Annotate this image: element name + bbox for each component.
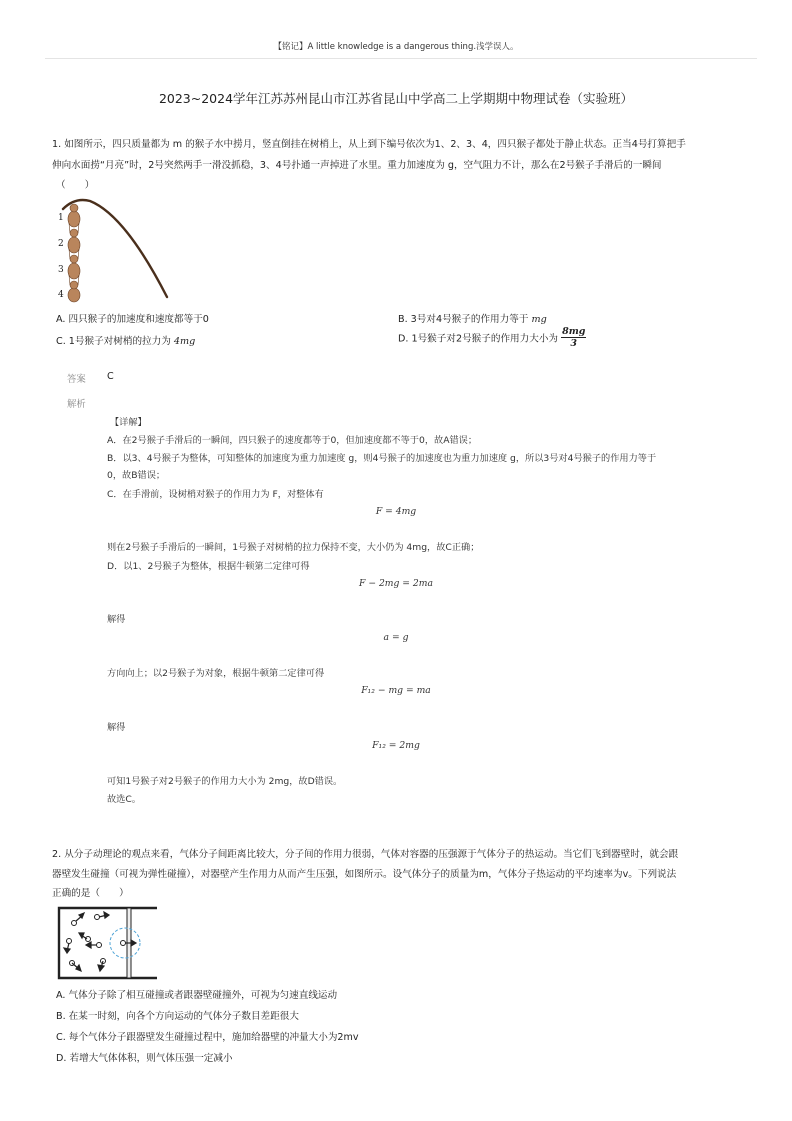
solution-conclusion: 故选C。 — [107, 794, 141, 805]
solution-line-solve1: 解得 — [107, 614, 126, 625]
q2-stem-line2: 器壁发生碰撞（可视为弹性碰撞），对器壁产生作用力从而产生压强，如图所示。设气体分子的质量为m，气体分子热运动的平均速率为v。下列说法 — [52, 869, 677, 880]
monkey-number-1: 1 — [58, 213, 64, 223]
q1-option-d[interactable] — [398, 326, 586, 349]
q1-option-b-math: mg — [531, 314, 547, 325]
solution-line-c1: C．在手滑前，设树梢对猴子的作用力为 F，对整体有 — [107, 489, 324, 500]
equation-3: a = g — [383, 632, 409, 643]
equation-2: F − 2mg = 2ma — [359, 578, 433, 589]
q2-option-c[interactable]: C. 每个气体分子跟器壁发生碰撞过程中，施加给器壁的冲量大小为2mv — [56, 1032, 359, 1043]
q1-stem-line2: 伸向水面捞“月亮”时，2号突然两手一滑没抓稳，3、4号扑通一声掉进了水里。重力加速度为 g，空气阻力不计，那么在2号猴子手滑后的一瞬间 — [52, 160, 662, 171]
page-title: 2023~2024学年江苏苏州昆山市江苏省昆山中学高二上学期期中物理试卷（实验班） — [158, 91, 634, 106]
fraction-denominator: 3 — [570, 338, 578, 349]
q1-option-d-text: D. 1号猴子对2号猴子的作用力大小为 — [398, 333, 559, 345]
fraction-numerator: 8mg — [562, 326, 586, 337]
monkey-chain — [68, 204, 80, 302]
q1-option-b[interactable] — [398, 311, 547, 325]
q1-option-b-text: B. 3号对4号猴子的作用力等于 — [398, 314, 529, 325]
q2-option-a[interactable]: A. 气体分子除了相互碰撞或者跟器壁碰撞外，可视为匀速直线运动 — [56, 990, 338, 1001]
q1-option-c-math: 4mg — [173, 336, 196, 347]
q1-option-d-fraction — [561, 326, 586, 349]
q1-stem-line1: 1. 如图所示，四只质量都为 m 的猴子水中捞月，竖直倒挂在树梢上，从上到下编号依次为1、2、3、4，四只猴子都处于静止状态。正当4号打算把手 — [52, 139, 686, 150]
q1-paren: （ ） — [56, 180, 95, 191]
answer-value: C — [107, 371, 114, 382]
q2-option-d[interactable]: D. 若增大气体体积，则气体压强一定减小 — [56, 1053, 233, 1064]
q2-figure — [57, 905, 161, 981]
monkey-number-2: 2 — [58, 239, 64, 249]
analysis-label: 解析 — [67, 399, 86, 410]
solution-line-b2: 0，故B错误； — [107, 470, 166, 481]
container-wall — [59, 908, 157, 978]
solution-line-c2: 则在2号猴子手滑后的一瞬间，1号猴子对树梢的拉力保持不变，大小仍为 4mg，故C正确； — [107, 542, 480, 553]
monkeys-branch-illustration — [55, 193, 173, 305]
q1-figure — [55, 193, 173, 305]
gas-molecules — [67, 915, 126, 966]
monkey-number-3: 3 — [58, 265, 64, 275]
equation-5: F₁₂ = 2mg — [372, 740, 420, 751]
solution-line-d3: 可知1号猴子对2号猴子的作用力大小为 2mg，故D错误。 — [107, 776, 343, 787]
monkey-number-4: 4 — [58, 290, 64, 300]
q2-stem-line1: 2. 从分子动理论的观点来看，气体分子间距离比较大，分子间的作用力很弱，气体对容器的压强源于气体分子的热运动。当它们飞到器壁时，就会跟 — [52, 849, 679, 860]
q2-stem-line3: 正确的是（ ） — [52, 888, 129, 899]
solution-line-d1: D．以1、2号猴子为整体，根据牛顿第二定律可得 — [107, 561, 310, 572]
solution-line-solve2: 解得 — [107, 722, 126, 733]
solution-line-b1: B．以3、4号猴子为整体，可知整体的加速度为重力加速度 g，则4号猴子的加速度也为重力加速度 g，所以3号对4号猴子的作用力等于 — [107, 453, 657, 464]
equation-1: F = 4mg — [375, 506, 417, 517]
answer-label: 答案 — [67, 374, 86, 385]
header-divider — [45, 58, 757, 59]
q1-option-a[interactable]: A. 四只猴子的加速度和速度都等于0 — [56, 314, 209, 325]
q1-option-c-text: C. 1号猴子对树梢的拉力为 — [56, 336, 171, 347]
solution-line-a: A．在2号猴子手滑后的一瞬间，四只猴子的速度都等于0，但加速度都不等于0，故A错误； — [107, 435, 478, 446]
q2-option-b[interactable]: B. 在某一时刻，向各个方向运动的气体分子数目差距很大 — [56, 1011, 299, 1022]
solution-heading: 【详解】 — [110, 417, 147, 428]
equation-4: F₁₂ − mg = ma — [361, 685, 431, 696]
header-motto: 【铭记】A little knowledge is a dangerous thing.浅学误人。 — [273, 42, 519, 52]
gas-container-illustration — [57, 905, 161, 981]
solution-line-d2: 方向向上；以2号猴子为对象，根据牛顿第二定律可得 — [107, 668, 325, 679]
q1-option-c[interactable] — [56, 333, 195, 347]
